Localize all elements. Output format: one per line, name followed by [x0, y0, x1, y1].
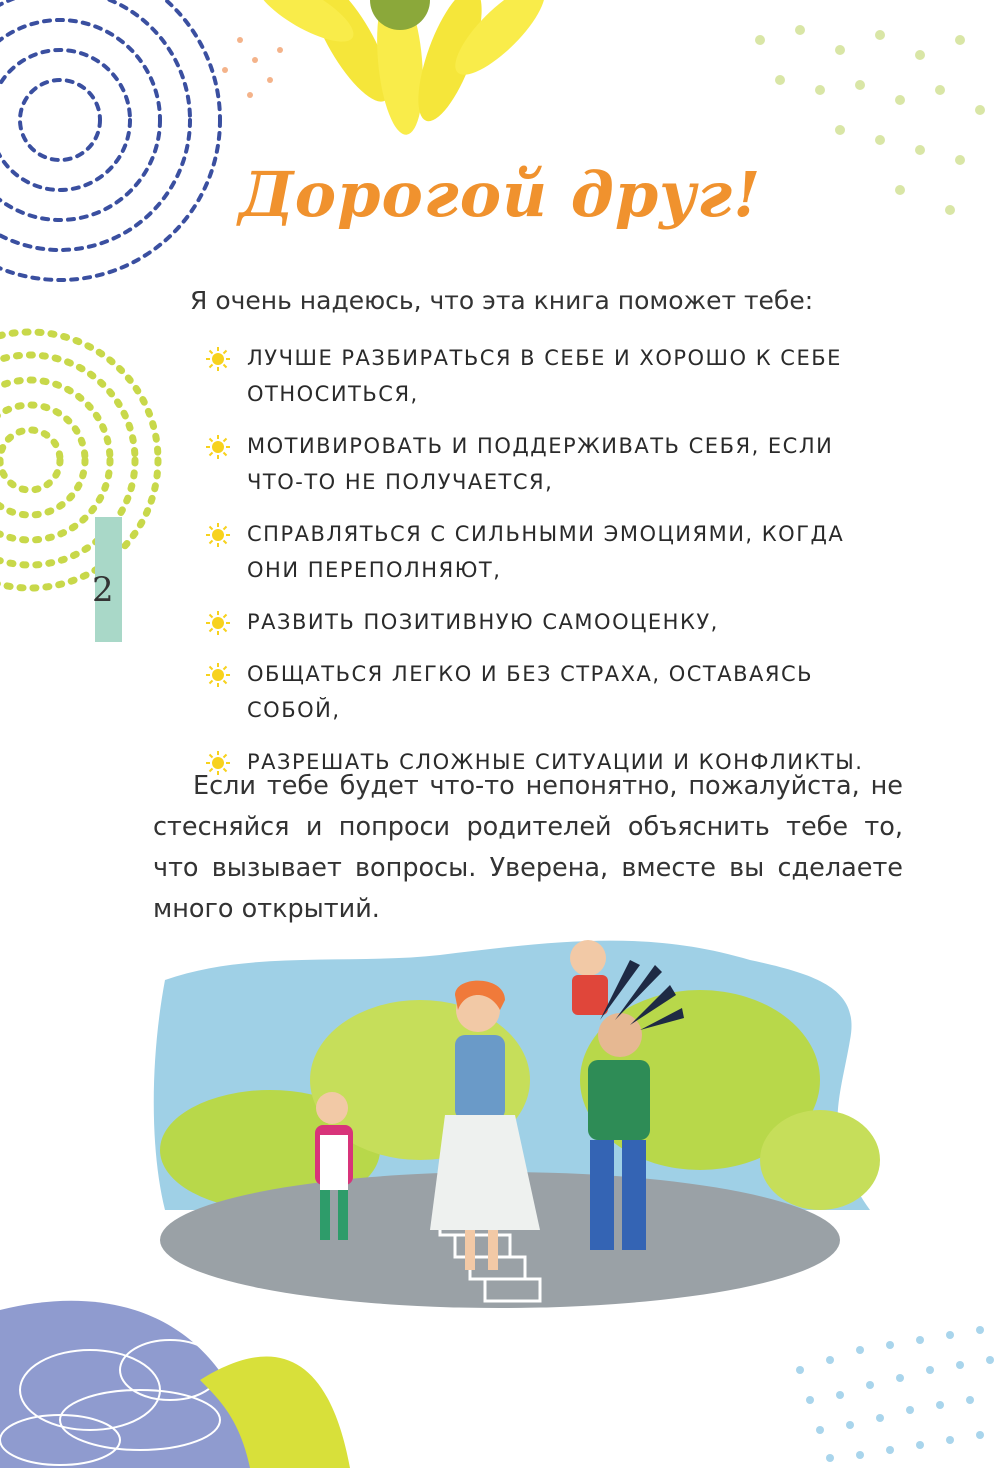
list-item — [205, 516, 885, 588]
list-item — [205, 604, 885, 640]
bullet-text: ОБЩАТЬСЯ ЛЕГКО И БЕЗ СТРАХА, ОСТАВАЯСЬ СОБОЙ, — [247, 662, 814, 722]
sun-icon — [205, 434, 231, 460]
bullet-text: ЛУЧШЕ РАЗБИРАТЬСЯ В СЕБЕ И ХОРОШО К СЕБЕ ОТНОСИТЬСЯ, — [247, 346, 842, 406]
family-illustration — [154, 940, 880, 1308]
list-item — [205, 428, 885, 500]
closing-paragraph: Если тебе будет что-то непонятно, пожалуйста, не стесняйся и попроси родителей объяснить тебе то, что вызывает вопросы. Уверена, вместе вы сделаете много открытий. — [153, 771, 903, 924]
bullet-text: СПРАВЛЯТЬСЯ С СИЛЬНЫМИ ЭМОЦИЯМИ, КОГДА ОНИ ПЕРЕПОЛНЯЮТ, — [247, 522, 845, 582]
sun-icon — [205, 662, 231, 688]
page-title: Дорогой друг! — [238, 158, 762, 231]
blue-burst-decoration — [0, 0, 220, 280]
peach-dots-decoration — [222, 37, 283, 98]
bullet-text: МОТИВИРОВАТЬ И ПОДДЕРЖИВАТЬ СЕБЯ, ЕСЛИ ЧТО-ТО НЕ ПОЛУЧАЕТСЯ, — [247, 434, 834, 494]
sun-icon — [205, 522, 231, 548]
yellow-flower-decoration — [248, 0, 556, 137]
sun-icon — [205, 610, 231, 636]
lime-burst-decoration — [0, 332, 158, 588]
sun-icon — [205, 346, 231, 372]
bullet-list — [205, 340, 885, 796]
bullet-text: РАЗРЕШАТЬ СЛОЖНЫЕ СИТУАЦИИ И КОНФЛИКТЫ. — [247, 750, 864, 774]
bullet-text: РАЗВИТЬ ПОЗИТИВНУЮ САМООЦЕНКУ, — [247, 610, 719, 634]
intro-text: Я очень надеюсь, что эта книга поможет тебе: — [190, 286, 814, 315]
list-item — [205, 656, 885, 728]
list-item — [205, 340, 885, 412]
page-number: 2 — [92, 570, 114, 610]
blue-dots-decoration — [796, 1326, 994, 1462]
